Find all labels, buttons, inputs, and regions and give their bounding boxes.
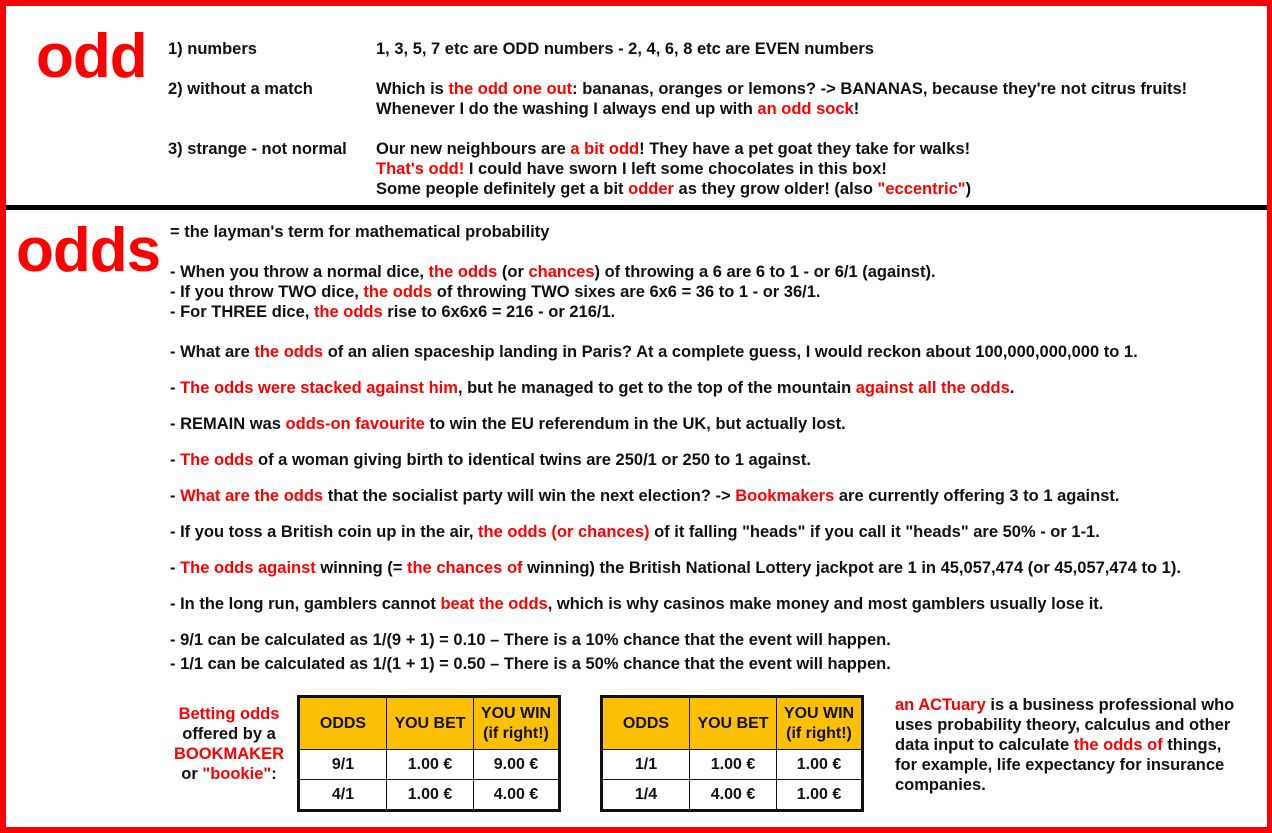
odd-example-line	[376, 179, 971, 199]
highlight-phrase: The odds	[180, 451, 254, 469]
highlight-phrase: The odds against	[180, 559, 316, 577]
text-segment: : bananas, oranges or lemons? -> BANANAS, because they're not citrus fruits!	[572, 80, 1188, 98]
table-cell: 1.00 €	[777, 780, 863, 811]
text-segment: of it falling "heads" if you call it "heads" are 50% - or 1-1.	[649, 523, 1100, 541]
table-cell: 4/1	[299, 780, 387, 811]
text-segment: I could have sworn I left some chocolates in this box!	[464, 160, 887, 178]
highlight-phrase: the odds (or chances)	[478, 523, 650, 541]
text-segment: -	[170, 379, 181, 397]
table-cell: 4.00 €	[474, 780, 560, 811]
text-segment: - 1/1 can be calculated as 1/(1 + 1) = 0.50 – There is a 50% chance that the event will happen.	[170, 655, 891, 673]
text-segment: Whenever I do the washing I always end up with	[376, 100, 758, 118]
odds-example-line	[170, 282, 821, 302]
table-cell: 1.00 €	[387, 750, 474, 780]
highlight-phrase: the odds of	[1073, 736, 1163, 754]
table-cell: 1/1	[602, 750, 690, 780]
column-header: ODDS	[602, 697, 690, 750]
odd-label-without-match: 2) without a match	[168, 80, 313, 98]
text-segment: as they grow older! (also	[673, 180, 878, 198]
highlight-phrase: against all the odds	[855, 379, 1010, 397]
text-segment: , which is why casinos make money and most gamblers usually lose it.	[547, 595, 1104, 613]
text-segment: to win the EU referendum in the UK, but actually lost.	[424, 415, 846, 433]
betting-caption	[166, 704, 292, 784]
table-header-row	[602, 697, 863, 750]
text-segment: = the layman's term for mathematical probability	[170, 223, 550, 241]
column-header	[474, 697, 560, 750]
text-segment: .	[1009, 379, 1015, 397]
text-segment: winning) the British National Lottery jackpot are 1 in 45,057,474 (or 45,057,474 to 1).	[522, 559, 1181, 577]
odds-calculation-line	[170, 630, 891, 650]
text-segment: or	[181, 765, 203, 783]
highlight-phrase: odder	[628, 180, 674, 198]
odd-title: odd	[36, 22, 147, 91]
odd-label-numbers: 1) numbers	[168, 40, 257, 58]
highlight-phrase: an odd sock	[757, 100, 854, 118]
text-segment: ) of throwing a 6 are 6 to 1 - or 6/1 (against).	[594, 263, 936, 281]
odds-example-line	[170, 594, 1103, 614]
odd-example-line	[376, 159, 887, 179]
text-segment: 1, 3, 5, 7 etc are ODD numbers - 2, 4, 6, 8 etc are EVEN numbers	[376, 40, 874, 58]
odds-example-line	[170, 378, 1014, 398]
odd-label-strange: 3) strange - not normal	[168, 140, 347, 158]
text-segment: Our new neighbours are	[376, 140, 571, 158]
highlight-phrase: the odds	[313, 303, 383, 321]
table-row	[602, 780, 863, 811]
header-line: YOU WIN	[783, 704, 855, 722]
odds-example-line	[170, 522, 1100, 542]
text-segment: !	[853, 100, 860, 118]
text-segment: - 9/1 can be calculated as 1/(9 + 1) = 0.10 – There is a 10% chance that the event will happen.	[170, 631, 891, 649]
text-segment: - When you throw a normal dice,	[170, 263, 429, 281]
table-row	[299, 780, 560, 811]
text-segment: - For THREE dice,	[170, 303, 314, 321]
odds-example-line	[170, 342, 1138, 362]
text-segment: :	[271, 765, 277, 783]
text-segment: (or	[497, 263, 529, 281]
header-line: YOU WIN	[480, 704, 552, 722]
column-header	[777, 697, 863, 750]
text-segment: , but he managed to get to the top of the mountain	[457, 379, 856, 397]
odd-example-line	[376, 139, 970, 159]
text-segment: - REMAIN was	[170, 415, 286, 433]
table-row	[299, 750, 560, 780]
header-line: (if right!)	[786, 724, 852, 742]
highlight-phrase: That's odd!	[376, 160, 465, 178]
text-segment: -	[170, 451, 181, 469]
table-cell: 9.00 €	[474, 750, 560, 780]
betting-caption-line: offered by a	[182, 725, 276, 743]
odds-calculation-line	[170, 654, 891, 674]
odds-example-line	[170, 450, 811, 470]
odd-example-line	[376, 39, 874, 59]
highlight-phrase: the odds	[363, 283, 433, 301]
text-segment: rise to 6x6x6 = 216 - or 216/1.	[382, 303, 616, 321]
section-divider	[6, 205, 1267, 210]
text-segment: of a woman giving birth to identical twins are 250/1 or 250 to 1 against.	[253, 451, 811, 469]
highlight-phrase: the odds	[428, 263, 498, 281]
text-segment: are currently offering 3 to 1 against.	[834, 487, 1120, 505]
text-segment: ! They have a pet goat they take for walks!	[639, 140, 971, 158]
table-cell: 1.00 €	[387, 780, 474, 811]
highlight-phrase: the chances of	[406, 559, 523, 577]
text-segment: )	[965, 180, 972, 198]
column-header: YOU BET	[387, 697, 474, 750]
odds-example-line	[170, 558, 1181, 578]
text-segment: - If you toss a British coin up in the air,	[170, 523, 479, 541]
highlight-phrase: odds-on favourite	[285, 415, 425, 433]
text-segment: - What are	[170, 343, 255, 361]
highlight-phrase: The odds were stacked against him	[180, 379, 458, 397]
highlight-phrase: "eccentric"	[877, 180, 966, 198]
text-segment: of throwing TWO sixes are 6x6 = 36 to 1 - or 36/1.	[432, 283, 821, 301]
highlight-phrase: beat the odds	[440, 595, 548, 613]
header-line: (if right!)	[483, 724, 549, 742]
highlight-phrase: chances	[528, 263, 595, 281]
text-segment: -	[170, 559, 181, 577]
text-segment: is a business professional who uses probability theory, calculus and other data input to calculate	[895, 696, 1235, 754]
text-segment: Some people definitely get a bit	[376, 180, 629, 198]
highlight-phrase: an ACTuary	[895, 696, 986, 714]
table-cell: 1/4	[602, 780, 690, 811]
text-segment: winning (=	[315, 559, 407, 577]
text-segment: that the socialist party will win the next election? ->	[323, 487, 736, 505]
betting-caption-line: Betting odds	[178, 705, 280, 723]
table-cell: 1.00 €	[777, 750, 863, 780]
text-segment: - If you throw TWO dice,	[170, 283, 364, 301]
text-segment: -	[170, 487, 181, 505]
odds-example-line	[170, 262, 936, 282]
actuary-note	[895, 695, 1235, 795]
odd-example-line	[376, 79, 1187, 99]
table-cell: 1.00 €	[690, 750, 777, 780]
highlight-phrase: a bit odd	[570, 140, 640, 158]
highlight-phrase: What are the odds	[180, 487, 324, 505]
text-segment: - In the long run, gamblers cannot	[170, 595, 441, 613]
column-header: YOU BET	[690, 697, 777, 750]
odds-example-line	[170, 414, 846, 434]
odd-example-line	[376, 99, 859, 119]
odds-title: odds	[16, 216, 161, 285]
highlight-phrase: Bookmakers	[735, 487, 835, 505]
odds-example-line	[170, 302, 615, 322]
text-segment: Which is	[376, 80, 449, 98]
betting-caption-line: BOOKMAKER	[174, 745, 284, 763]
highlight-phrase: the odds	[254, 343, 324, 361]
highlight-phrase: "bookie"	[202, 765, 272, 783]
table-cell: 9/1	[299, 750, 387, 780]
odds-definition	[170, 222, 549, 242]
text-segment: things, for example, life expectancy for insurance companies.	[895, 736, 1225, 794]
betting-caption-line	[166, 764, 292, 784]
betting-odds-table	[297, 695, 561, 812]
highlight-phrase: the odd one out	[448, 80, 573, 98]
betting-odds-table	[600, 695, 864, 812]
odds-example-line	[170, 486, 1119, 506]
table-header-row	[299, 697, 560, 750]
table-row	[602, 750, 863, 780]
table-cell: 4.00 €	[690, 780, 777, 811]
text-segment: of an alien spaceship landing in Paris? At a complete guess, I would reckon about 100,000,000,000 to 1.	[323, 343, 1138, 361]
column-header: ODDS	[299, 697, 387, 750]
